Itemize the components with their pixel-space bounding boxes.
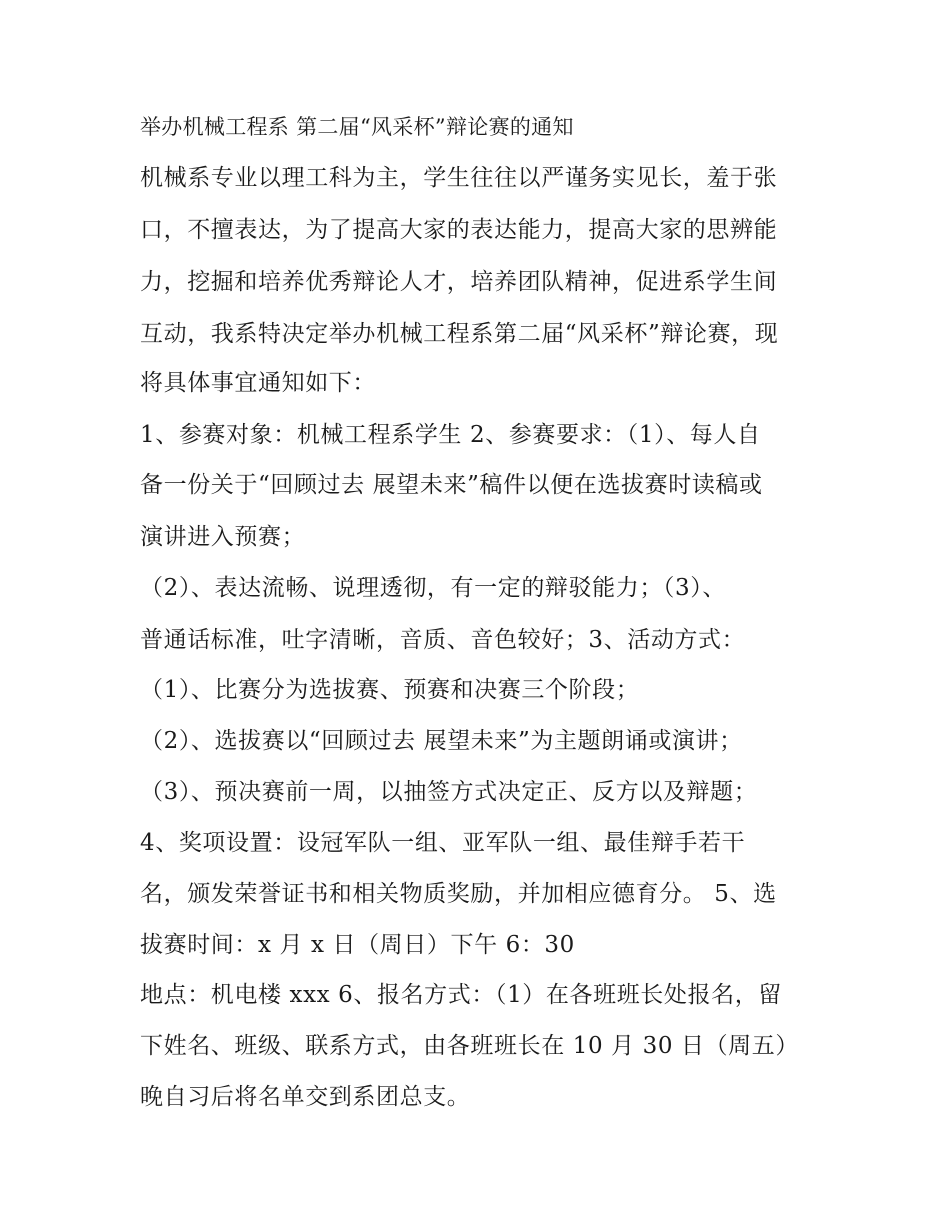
paragraph-line-13: （3）、预决赛前一周，以抽签方式决定正、反方以及辩题；: [140, 779, 758, 805]
document-title: 举办机械工程系 第二届“风采杯”辩论赛的通知: [140, 115, 574, 139]
paragraph-line-9: （2）、表达流畅、说理透彻，有一定的辩驳能力；（3）、: [140, 575, 726, 601]
paragraph-line-2: 口，不擅表达，为了提高大家的表达能力，提高大家的思辨能: [140, 217, 778, 243]
paragraph-line-1: 机械系专业以理工科为主，学生往往以严谨务实见长，羞于张: [140, 165, 778, 191]
paragraph-line-19: 晚自习后将名单交到系团总支。: [140, 1084, 471, 1110]
paragraph-line-7: 备一份关于“回顾过去 展望未来”稿件以便在选拔赛时读稿或: [140, 472, 763, 498]
paragraph-line-17: 地点：机电楼 xxx 6、报名方式：（1）在各班班长处报名，留: [140, 982, 782, 1008]
paragraph-line-15: 名，颁发荣誉证书和相关物质奖励，并加相应德育分。 5、选: [140, 881, 777, 907]
paragraph-line-11: （1）、比赛分为选拔赛、预赛和决赛三个阶段；: [140, 677, 640, 703]
paragraph-line-12: （2）、选拔赛以“回顾过去 展望未来”为主题朗诵或演讲；: [140, 728, 743, 754]
paragraph-line-5: 将具体事宜通知如下：: [140, 370, 376, 396]
paragraph-line-8: 演讲进入预赛；: [140, 524, 306, 550]
paragraph-line-4: 互动，我系特决定举办机械工程系第二届“风采杯”辩论赛，现: [140, 321, 779, 347]
paragraph-line-16: 拔赛时间：x 月 x 日（周日）下午 6：30: [140, 932, 575, 958]
paragraph-line-10: 普通话标准，吐字清晰，音质、音色较好；3、活动方式：: [140, 627, 746, 653]
paragraph-line-3: 力，挖掘和培养优秀辩论人才，培养团队精神，促进系学生间: [140, 269, 778, 295]
paragraph-line-6: 1、参赛对象：机械工程系学生 2、参赛要求：（1）、每人自: [140, 422, 761, 448]
paragraph-line-18: 下姓名、班级、联系方式，由各班班长在 10 月 30 日（周五）: [140, 1033, 799, 1059]
paragraph-line-14: 4、奖项设置：设冠军队一组、亚军队一组、最佳辩手若干: [140, 830, 746, 856]
